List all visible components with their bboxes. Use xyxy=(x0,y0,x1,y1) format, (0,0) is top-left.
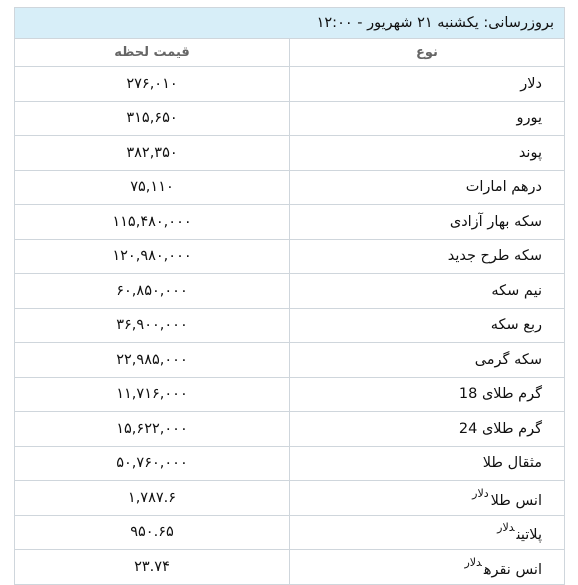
table-row xyxy=(15,308,565,343)
row-type-label: نیم سکه xyxy=(491,282,542,299)
header-type: نوع xyxy=(290,39,565,67)
table-row xyxy=(15,343,565,378)
row-type xyxy=(290,136,565,171)
row-price: ۶۰,۸۵۰,۰۰۰ xyxy=(15,274,290,309)
table-row xyxy=(15,377,565,412)
table-row xyxy=(15,205,565,240)
row-type-label: درهم امارات xyxy=(465,179,542,196)
row-unit-label: دلار xyxy=(472,486,489,500)
row-type xyxy=(290,446,565,481)
row-type-label: انس طلا xyxy=(490,492,542,509)
row-price: ۱۵,۶۲۲,۰۰۰ xyxy=(15,412,290,447)
price-table-container xyxy=(14,7,565,585)
table-row xyxy=(15,412,565,447)
row-type-label: پوند xyxy=(518,144,542,161)
row-price: ۱۲۰,۹۸۰,۰۰۰ xyxy=(15,239,290,274)
row-type xyxy=(290,412,565,447)
row-unit-label: دلار xyxy=(464,555,482,569)
row-type xyxy=(290,343,565,378)
row-type-label: سکه بهار آزادی xyxy=(449,213,542,230)
row-type xyxy=(290,101,565,136)
row-price: ۳۶,۹۰۰,۰۰۰ xyxy=(15,308,290,343)
row-price: ۳۸۲,۳۵۰ xyxy=(15,136,290,171)
row-price: ۳۱۵,۶۵۰ xyxy=(15,101,290,136)
row-type-label: یورو xyxy=(516,110,542,127)
table-row xyxy=(15,446,565,481)
table-row xyxy=(15,239,565,274)
row-type xyxy=(290,239,565,274)
table-row xyxy=(15,550,565,585)
row-type xyxy=(290,515,565,550)
header-row xyxy=(15,39,565,67)
table-row xyxy=(15,481,565,516)
table-row xyxy=(15,136,565,171)
row-price: ۲۲,۹۸۵,۰۰۰ xyxy=(15,343,290,378)
row-type-label: انس نقره xyxy=(483,561,542,578)
row-type xyxy=(290,170,565,205)
update-title-row xyxy=(15,8,565,39)
row-type-label: سکه گرمی xyxy=(474,351,542,368)
row-type xyxy=(290,550,565,585)
row-price: ۹۵۰.۶۵ xyxy=(15,515,290,550)
row-type-label: گرم طلای 24 xyxy=(458,420,542,437)
row-type-label: پلاتین xyxy=(516,527,542,544)
row-type xyxy=(290,205,565,240)
table-row xyxy=(15,274,565,309)
row-price: ۵۰,۷۶۰,۰۰۰ xyxy=(15,446,290,481)
row-type-label: گرم طلای 18 xyxy=(458,386,542,403)
table-row xyxy=(15,170,565,205)
row-price: ۱۱۵,۴۸۰,۰۰۰ xyxy=(15,205,290,240)
table-row xyxy=(15,101,565,136)
row-price: ۱۱,۷۱۶,۰۰۰ xyxy=(15,377,290,412)
row-type xyxy=(290,274,565,309)
row-type xyxy=(290,67,565,102)
row-type xyxy=(290,308,565,343)
row-type-label: سکه طرح جدید xyxy=(447,248,542,265)
table-row xyxy=(15,67,565,102)
row-price: ۷۵,۱۱۰ xyxy=(15,170,290,205)
row-type-label: ربع سکه xyxy=(490,317,542,334)
update-title: بروزرسانی: یکشنبه ۲۱ شهریور - ۱۲:۰۰ xyxy=(15,8,565,39)
header-price: قیمت لحظه xyxy=(15,39,290,67)
price-table xyxy=(14,7,565,585)
row-type xyxy=(290,481,565,516)
row-price: ۲۳.۷۴ xyxy=(15,550,290,585)
row-price: ۲۷۶,۰۱۰ xyxy=(15,67,290,102)
table-row xyxy=(15,515,565,550)
row-type-label: مثقال طلا xyxy=(482,455,542,472)
row-type xyxy=(290,377,565,412)
row-type-label: دلار xyxy=(520,75,542,92)
row-unit-label: دلار xyxy=(497,521,515,535)
row-price: ۱,۷۸۷.۶ xyxy=(15,481,290,516)
